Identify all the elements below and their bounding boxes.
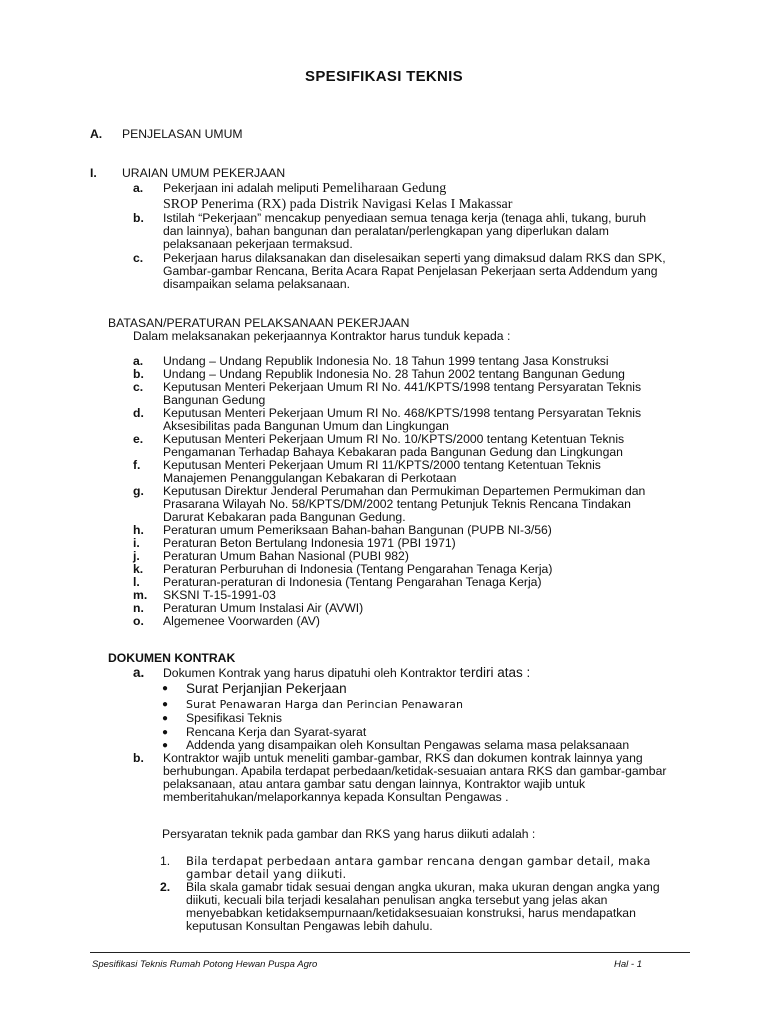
item-line-serif: SROP Penerima (RX) pada Distrik Navigasi Kelas I Makassar	[163, 197, 513, 212]
item-line: disampaikan selama pelaksanaan.	[163, 277, 350, 291]
item-line: keputusan Konsultan Pengawas lebih dahulu.	[186, 919, 433, 933]
item-label: l.	[133, 575, 140, 589]
item-line: pelaksanaan pekerjaan termaksud.	[163, 237, 353, 251]
item-label: i.	[133, 536, 140, 550]
item-line: pelaksanaan, atau antara gambar satu dengan lainnya, Kontraktor wajib untuk	[163, 777, 586, 791]
item-line: Peraturan-peraturan di Indonesia (Tentang Pengarahan Tenaga Kerja)	[163, 575, 542, 589]
item-line: Peraturan Perburuhan di Indonesia (Tentang Pengarahan Tenaga Kerja)	[163, 562, 553, 576]
item-line: Keputusan Menteri Pekerjaan Umum RI No. 10/KPTS/2000 tentang Ketentuan Teknis	[163, 432, 625, 446]
item-line: menyebabkan ketidaksempurnaan/ketidaksesuaian konstruksi, harus mendapatkan	[186, 906, 636, 920]
item-line: Aksesibilitas pada Bangunan Umum dan Lingkungan	[163, 419, 449, 433]
item-line: Kontraktor wajib untuk meneliti gambar-gambar, RKS dan dokumen kontrak lainnya yang	[163, 751, 643, 765]
item-label: f.	[133, 458, 141, 472]
item-label: d.	[133, 406, 144, 420]
footer-divider	[90, 952, 690, 953]
bullet-text: Addenda yang disampaikan oleh Konsultan Pengawas selama masa pelaksanaan	[186, 738, 630, 752]
item-line: Peraturan Umum Instalasi Air (AVWI)	[163, 601, 364, 615]
item-label: b.	[133, 211, 144, 225]
page-title: SPESIFIKASI TEKNIS	[305, 68, 463, 85]
item-label: a.	[133, 181, 144, 195]
item-label: a.	[133, 665, 145, 680]
section-i-label: I.	[90, 166, 97, 180]
item-label: n.	[133, 601, 144, 615]
section-a-label: A.	[90, 127, 103, 141]
item-line: diikuti, kecuali bila terjadi kesalahan penulisan angka tersebut yang jelas akan	[186, 893, 608, 907]
item-label: k.	[133, 562, 144, 576]
item-line-tail: terdiri atas :	[459, 665, 531, 680]
bullet-text: Spesifikasi Teknis	[186, 711, 282, 725]
bullet-text: Rencana Kerja dan Syarat-syarat	[186, 725, 367, 739]
item-label: e.	[133, 432, 144, 446]
bullet-icon: ●	[162, 683, 169, 694]
footer-page-number: Hal - 1	[614, 959, 642, 970]
item-label: m.	[133, 588, 148, 602]
item-line: Istilah “Pekerjaan” mencakup penyediaan semua tenaga kerja (tenaga ahli, tukang, buruh	[163, 211, 647, 225]
item-line: Pekerjaan harus dilaksanakan dan diselesaikan seperti yang dimaksud dalam RKS dan SPK,	[163, 251, 666, 265]
item-line: Algemenee Voorwarden (AV)	[163, 614, 320, 628]
item-line: memberitahukan/melaporkannya kepada Konsultan Pengawas .	[163, 790, 509, 804]
item-line: Gambar-gambar Rencana, Berita Acara Rapat Penjelasan Pekerjaan serta Addendum yang	[163, 264, 658, 278]
bullet-text: Surat Perjanjian Pekerjaan	[186, 681, 347, 696]
item-line: Peraturan Umum Bahan Nasional (PUBI 982)	[163, 549, 409, 563]
item-line: Peraturan Beton Bertulang Indonesia 1971 (PBI 1971)	[163, 536, 456, 550]
item-line: Darurat Kebakaran pada Bangunan Gedung.	[163, 510, 406, 524]
section-a-title: PENJELASAN UMUM	[122, 127, 243, 141]
item-line: Peraturan umum Pemeriksaan Bahan-bahan Bangunan (PUPB NI-3/56)	[163, 523, 552, 537]
item-line: Keputusan Menteri Pekerjaan Umum RI No. 468/KPTS/1998 tentang Persyaratan Teknis	[163, 406, 642, 420]
persyaratan-intro: Persyaratan teknik pada gambar dan RKS yang harus diikuti adalah :	[162, 827, 536, 841]
item-line: Bila skala gamabr tidak sesuai dengan angka ukuran, maka ukuran dengan angka yang	[186, 880, 660, 894]
item-label: 2.	[160, 880, 171, 894]
batasan-title: BATASAN/PERATURAN PELAKSANAAN PEKERJAAN	[108, 316, 410, 330]
bullet-icon: ●	[162, 699, 169, 710]
item-line: Prasarana Wilayah No. 58/KPTS/DM/2002 tentang Petunjuk Teknis Rencana Tindakan	[163, 497, 631, 511]
item-line: Pengamanan Terhadap Bahaya Kebakaran pada Bangunan Gedung dan Lingkungan	[163, 445, 623, 459]
item-line: Bangunan Gedung	[163, 393, 266, 407]
item-line: Dokumen Kontrak yang harus dipatuhi oleh Kontraktor	[163, 666, 457, 680]
item-line: Pekerjaan ini adalah meliputi	[163, 181, 319, 195]
dokumen-title: DOKUMEN KONTRAK	[108, 651, 236, 665]
item-line: Keputusan Direktur Jenderal Perumahan dan Permukiman Departemen Permukiman dan	[163, 484, 646, 498]
item-label: 1.	[160, 854, 171, 868]
item-line: Undang – Undang Republik Indonesia No. 18 Tahun 1999 tentang Jasa Konstruksi	[163, 354, 609, 368]
item-line-serif: Pemeliharaan Gedung	[322, 181, 447, 196]
item-line: SKSNI T-15-1991-03	[163, 588, 276, 602]
bullet-icon: ●	[162, 740, 169, 751]
bullet-icon: ●	[162, 713, 169, 724]
bullet-icon: ●	[162, 727, 169, 738]
footer-document-title: Spesifikasi Teknis Rumah Potong Hewan Puspa Agro	[92, 959, 318, 970]
item-label: j.	[133, 549, 140, 563]
item-label: g.	[133, 484, 144, 498]
item-line: dan lainnya), bahan bangunan dan peralatan/perlengkapan yang diperlukan dalam	[163, 224, 609, 238]
item-label: h.	[133, 523, 144, 537]
item-label: c.	[133, 380, 144, 394]
item-label: b.	[133, 367, 144, 381]
item-line: gambar detail yang diikuti.	[186, 867, 347, 881]
item-line: Bila terdapat perbedaan antara gambar rencana dengan gambar detail, maka	[186, 854, 651, 868]
section-i-title: URAIAN UMUM PEKERJAAN	[122, 166, 286, 180]
batasan-intro: Dalam melaksanakan pekerjaannya Kontraktor harus tunduk kepada :	[133, 329, 511, 343]
item-line: Keputusan Menteri Pekerjaan Umum RI No. 441/KPTS/1998 tentang Persyaratan Teknis	[163, 380, 642, 394]
item-line: berhubungan. Apabila terdapat perbedaan/ketidak-sesuaian antara RKS dan gambar-gambar	[163, 764, 667, 778]
item-label: c.	[133, 251, 144, 265]
item-label: o.	[133, 614, 144, 628]
item-label: a.	[133, 354, 144, 368]
item-label: b.	[133, 751, 144, 765]
item-line: Keputusan Menteri Pekerjaan Umum RI 11/KPTS/2000 tentang Ketentuan Teknis	[163, 458, 601, 472]
item-line: Manajemen Penanggulangan Kebakaran di Perkotaan	[163, 471, 457, 485]
bullet-text: Surat Penawaran Harga dan Perincian Penawaran	[186, 698, 464, 711]
item-line: Undang – Undang Republik Indonesia No. 28 Tahun 2002 tentang Bangunan Gedung	[163, 367, 625, 381]
